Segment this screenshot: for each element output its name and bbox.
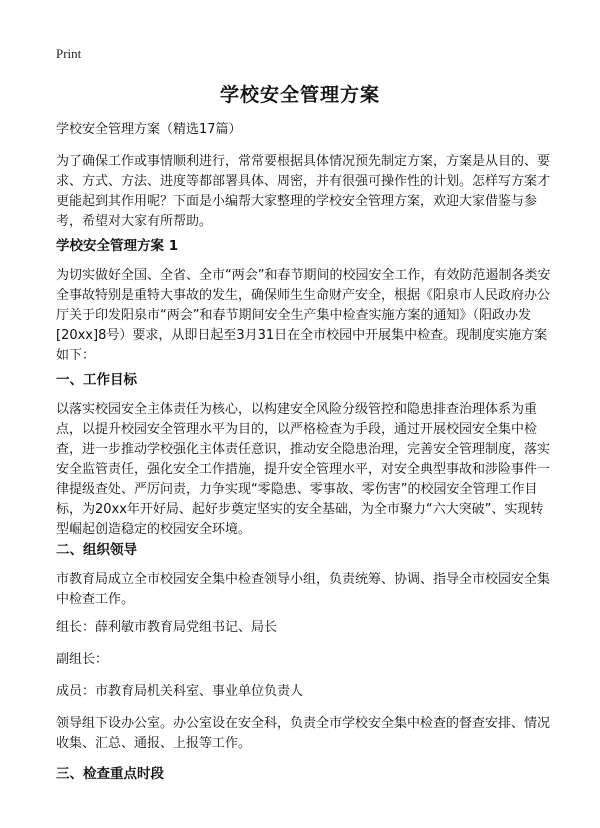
document-subtitle: 学校安全管理方案（精选17篇）: [56, 122, 242, 137]
heading-work-goal: 一、工作目标: [56, 372, 137, 388]
print-link[interactable]: Print: [56, 46, 82, 61]
leader-line: 组长：薛利敏市教育局党组书记、局长: [56, 620, 278, 635]
office-paragraph: 领导组下设办公室。办公室设在安全科，负责全市学校安全集中检查的督查安排、情况收集、汇总、通报、上报等工作。: [56, 716, 551, 751]
heading-organization: 二、组织领导: [56, 542, 137, 558]
goal-paragraph: 以落实校园安全主体责任为核心，以构建安全风险分级管控和隐患排查治理体系为重点，以提升校园安全管理水平为目的，以严格检查为手段，通过开展校园安全集中检查，进一步推动学校强化主体责任意识，推动安全隐患治理，完善安全管理制度，落实安全监管责任，强化安全工作措施，提升安全管理水平，对安全典型事故和涉险事件一律提级查处、严厉问责，力争实现“零隐患、零事故、零伤害”的校园安全管理工作目标，为20xx年开好局、起好步奠定坚实的安全基础，为全市聚力“六大突破”、实现转型崛起创造稳定的校园安全环境。: [56, 402, 551, 537]
document-title: 学校安全管理方案: [219, 84, 380, 106]
section1-paragraph: 为切实做好全国、全省、全市“两会”和春节期间的校园安全工作，有效防范遏制各类安全事故特别是重特大事故的发生，确保师生生命财产安全，根据《阳泉市人民政府办公厅关于印发阳泉市“两会”和春节期间安全生产集中检查实施方案的通知》（阳政办发[20xx]8号）要求，从即日起至3月31日在全市校园中开展集中检查。现制度实施方案如下：: [56, 268, 551, 363]
intro-paragraph: 为了确保工作或事情顺利进行，常常要根据具体情况预先制定方案，方案是从目的、要求、方式、方法、进度等都部署具体、周密，并有很强可操作性的计划。怎样写方案才更能起到其作用呢？下面是小编帮大家整理的学校安全管理方案，欢迎大家借鉴与参考，希望对大家有所帮助。: [56, 154, 551, 229]
section-heading-1: 学校安全管理方案 1: [56, 238, 179, 254]
vice-leader-line: 副组长：: [56, 652, 109, 667]
members-line: 成员：市教育局机关科室、事业单位负责人: [56, 684, 304, 699]
heading-check-period: 三、检查重点时段: [56, 766, 164, 782]
organization-paragraph: 市教育局成立全市校园安全集中检查领导小组，负责统筹、协调、指导全市校园安全集中检查工作。: [56, 572, 551, 607]
